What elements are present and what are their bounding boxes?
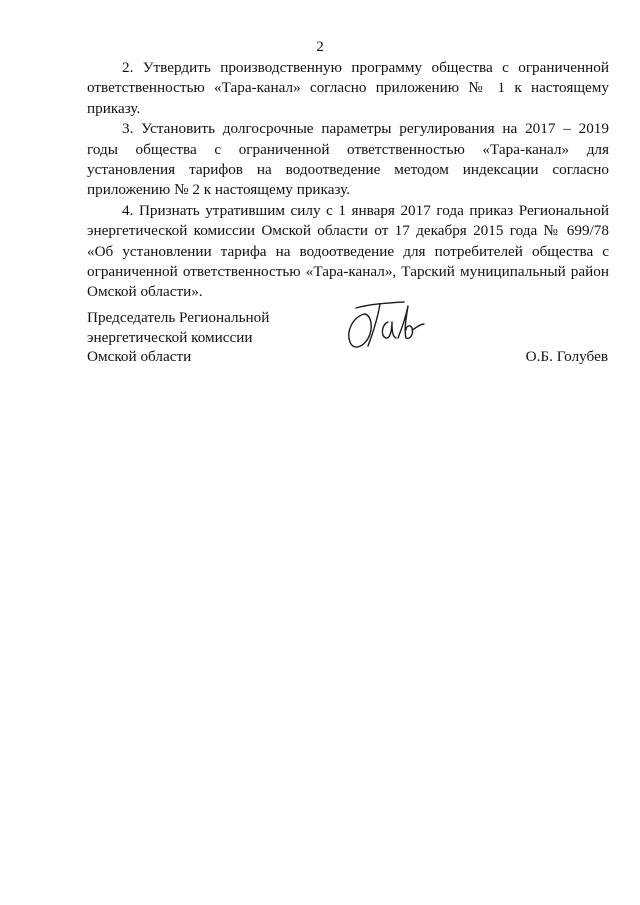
signer-name: О.Б. Голубев (525, 348, 608, 365)
handwritten-signature (342, 294, 442, 354)
paragraph-item-4: 4. Признать утратившим силу с 1 января 2017 года приказ Региональной энергетической комиссии Омской области от 17 декабря 2015 года № 699/78 «Об установлении тарифа на водоотведение для потребителей общества с ограниченной ответственностью «Тара-канал», Тарский муниципальный район Омской области». (87, 201, 609, 301)
signatory-position-line: Омской области (87, 348, 192, 366)
signature-ink (342, 294, 442, 354)
signatory-position-line: Председатель Региональной (87, 309, 270, 326)
signatory-position-line: энергетической комиссии (87, 328, 253, 346)
signatory-position (87, 308, 287, 367)
page-number: 2 (316, 39, 324, 55)
paragraph-item-3: 3. Установить долгосрочные параметры регулирования на 2017 – 2019 годы общества с ограниченной ответственностью «Тара-канал» для установления тарифов на водоотведение методом индексации согласно приложению № 2 к настоящему приказу. (87, 120, 609, 199)
paragraph-item-2: 2. Утвердить производственную программу общества с ограниченной ответственностью «Тара-канал» согласно приложению № 1 к настоящему приказу. (87, 59, 609, 117)
document-body (87, 58, 609, 303)
